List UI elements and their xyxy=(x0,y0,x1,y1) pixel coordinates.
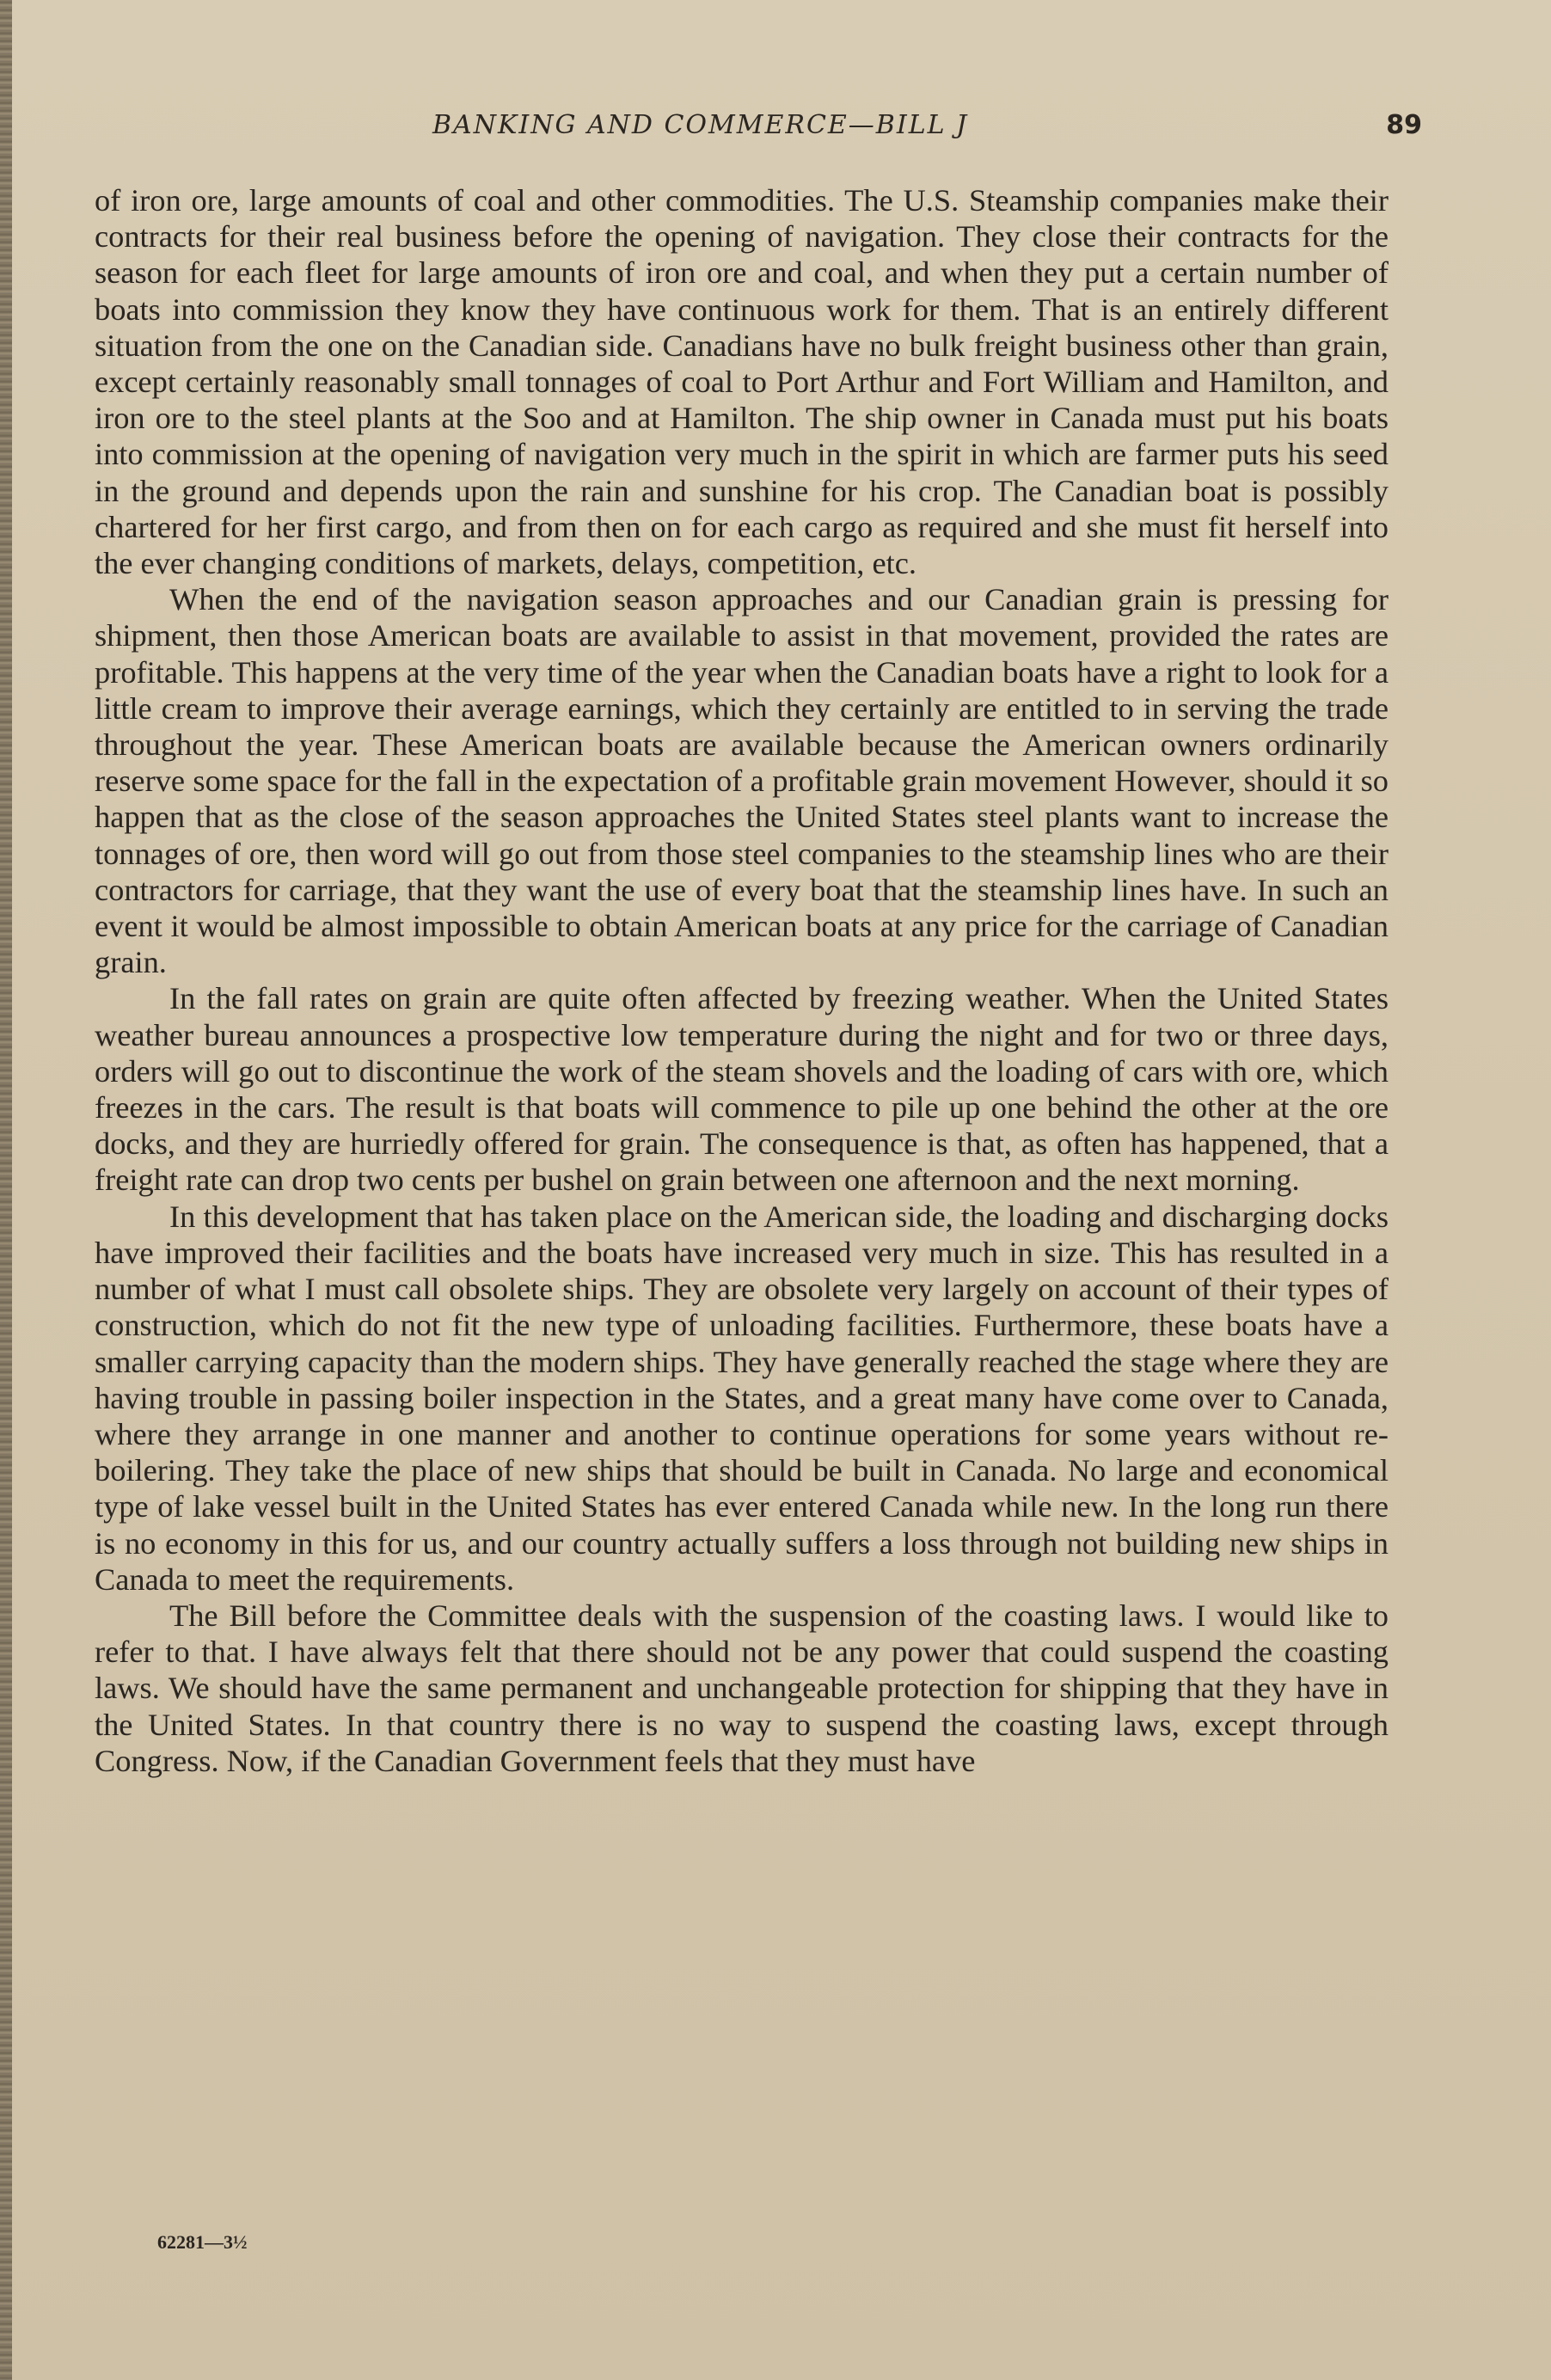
paragraph: In this development that has taken place on the American side, the loading and discharging docks have improved their facilities and the boats have increased very much in size. This has resulted in a number of what I must call obsolete ships. They are obsolete very largely on account of their types of construction, which do not fit the new type of unloading facilities. Furthermore, these boats have a smaller carrying capacity than the modern ships. They have generally reached the stage where they are having trouble in passing boiler inspection in the States, and a great many have come over to Canada, where they arrange in one manner and another to continue operations for some years without re-boilering. They take the place of new ships that should be built in Canada. No large and economical type of lake vessel built in the United States has ever entered Canada while new. In the long run there is no economy in this for us, and our country actually suffers a loss through not building new ships in Canada to meet the requirements. xyxy=(95,1199,1389,1597)
running-head: BANKING AND COMMERCE—BILL J xyxy=(432,110,969,140)
paragraph: The Bill before the Committee deals with the suspension of the coasting laws. I would like to refer to that. I have always felt that there should not be any power that could suspend the coasting laws. We should have the same permanent and unchangeable protection for shipping that they have in the United States. In that country there is no way to suspend the coasting laws, except through Congress. Now, if the Canadian Government feels that they must have xyxy=(95,1598,1389,1778)
page-number: 89 xyxy=(1386,110,1422,140)
paragraph: When the end of the navigation season approaches and our Canadian grain is pressing for shipment, then those American boats are available to assist in that movement, provided the rates are profitable. This happens at the very time of the year when the Canadian boats have a right to look for a little cream to improve their average earnings, which they certainly are entitled to in serving the trade throughout the year. These American boats are available because the American owners ordinarily reserve some space for the fall in the expectation of a profitable grain movement However, should it so happen that as the close of the season approaches the United States steel plants want to increase the tonnages of ore, then word will go out from those steel companies to the steamship lines who are their contractors for carriage, that they want the use of every boat that the steamship lines have. In such an event it would be almost impossible to obtain American boats at any price for the carriage of Canadian grain. xyxy=(95,582,1389,980)
page-binding-edge xyxy=(0,0,12,2380)
page-header xyxy=(86,110,1422,153)
body-text xyxy=(95,182,1389,1779)
printer-signature: 62281—3½ xyxy=(157,2231,248,2253)
paragraph: In the fall rates on grain are quite often affected by freezing weather. When the United States weather bureau announces a prospective low temperature during the night and for two or three days, orders will go out to discontinue the work of the steam shovels and the loading of cars with ore, which freezes in the cars. The result is that boats will commence to pile up one behind the other at the ore docks, and they are hurriedly offered for grain. The consequence is that, as often has happened, that a freight rate can drop two cents per bushel on grain between one afternoon and the next morning. xyxy=(95,981,1389,1198)
paragraph: of iron ore, large amounts of coal and other commodities. The U.S. Steamship companies make their contracts for their real business before the opening of navigation. They close their contracts for the season for each fleet for large amounts of iron ore and coal, and when they put a certain number of boats into commission they know they have continuous work for them. That is an entirely different situation from the one on the Canadian side. Canadians have no bulk freight business other than grain, except certainly reasonably small tonnages of coal to Port Arthur and Fort William and Hamilton, and iron ore to the steel plants at the Soo and at Hamilton. The ship owner in Canada must put his boats into commission at the opening of navigation very much in the spirit in which are farmer puts his seed in the ground and depends upon the rain and sunshine for his crop. The Canadian boat is possibly chartered for her first cargo, and from then on for each cargo as required and she must fit herself into the ever changing conditions of markets, delays, competition, etc. xyxy=(95,183,1389,581)
